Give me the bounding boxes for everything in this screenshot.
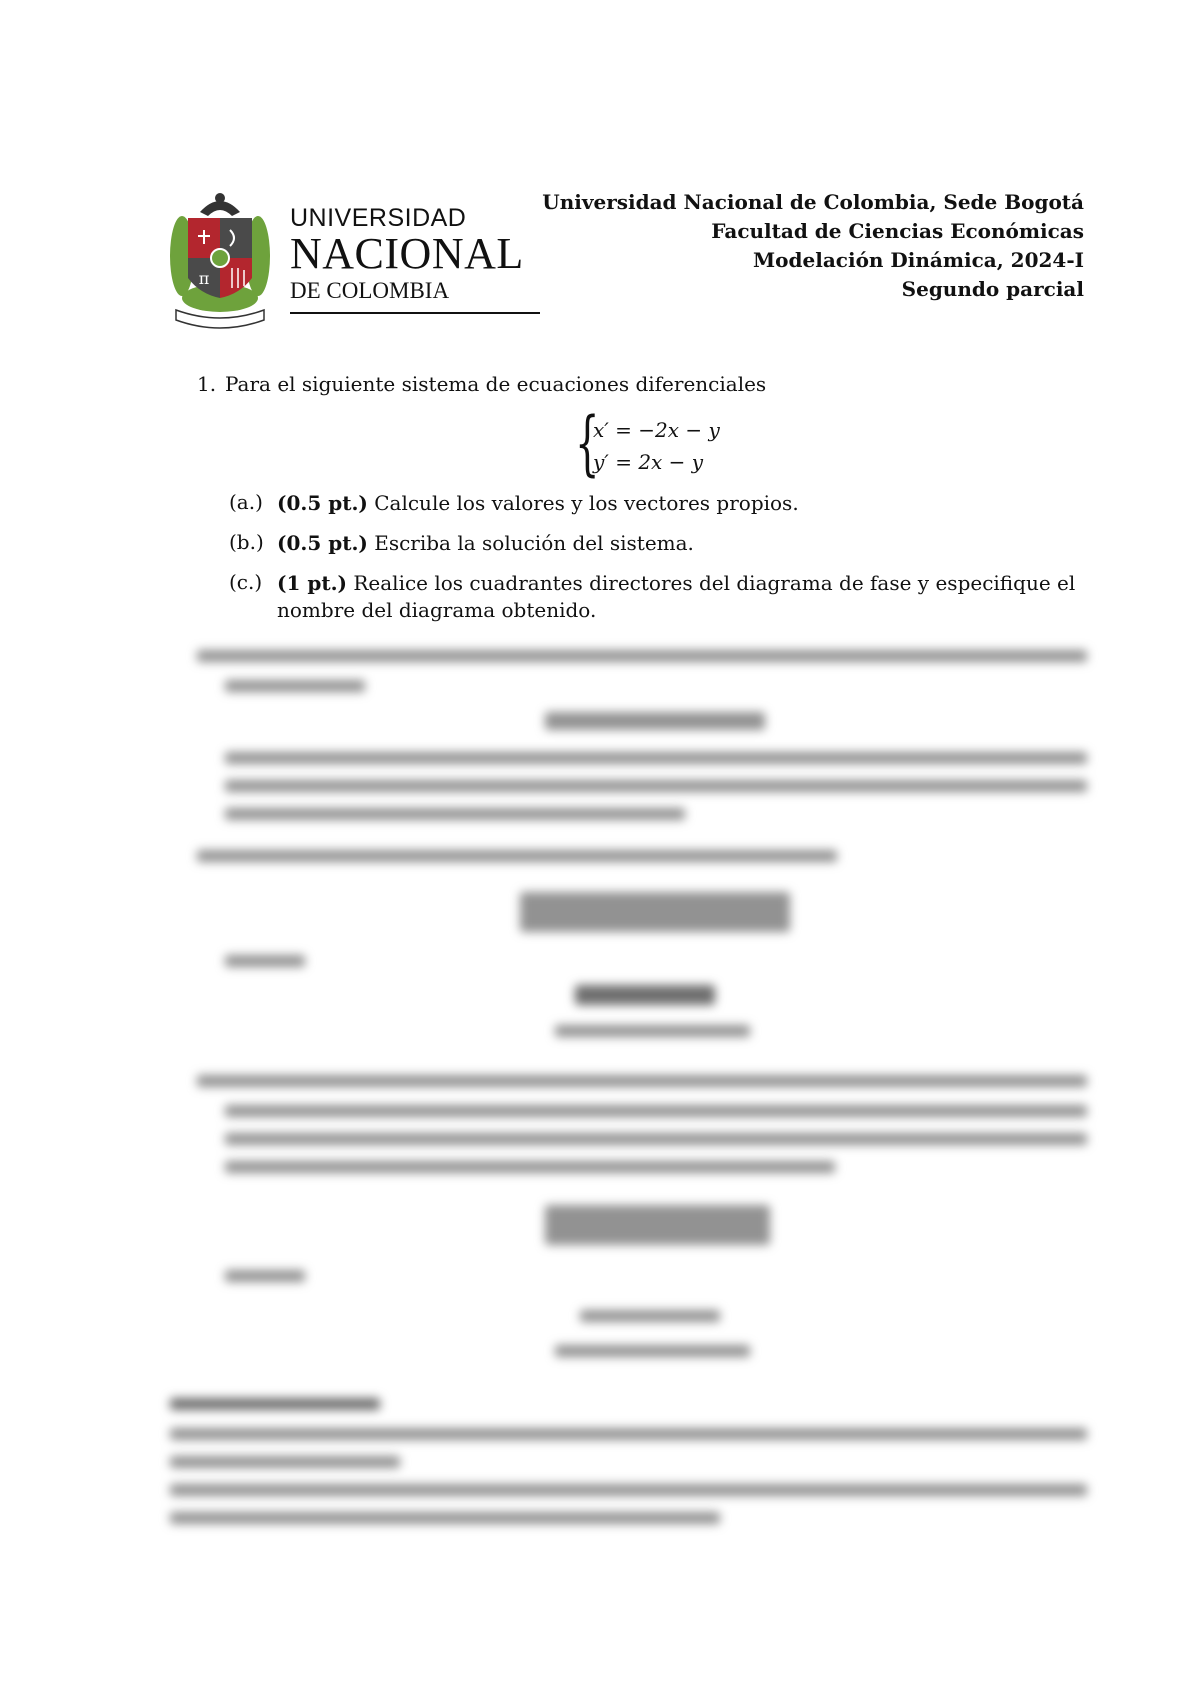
subquestion-body (277, 490, 1087, 517)
redacted-line (225, 1133, 1087, 1145)
subquestion-label: (a.) (229, 490, 263, 514)
redacted-line (225, 1270, 305, 1282)
equation-system (575, 402, 775, 484)
course-name: Modelación Dinámica, 2024-I (753, 248, 1084, 272)
logo-line-nacional: NACIONAL (290, 229, 524, 278)
redacted-formula (545, 1205, 770, 1245)
redacted-line (197, 850, 837, 862)
left-brace: { (575, 402, 600, 484)
points: (1 pt.) (277, 571, 347, 595)
redacted-line (225, 808, 685, 820)
subquestion-body (277, 530, 1087, 557)
redacted-line (170, 1428, 1087, 1440)
points: (0.5 pt.) (277, 531, 368, 555)
subquestion-text: Escriba la solución del sistema. (367, 531, 694, 555)
redacted-line (225, 1105, 1087, 1117)
redacted-formula (580, 1310, 720, 1322)
subquestion-body (277, 570, 1087, 624)
redacted-line (170, 1456, 400, 1468)
equation-y: y′ = 2x − y (593, 450, 704, 474)
points: (0.5 pt.) (277, 491, 368, 515)
subquestion-text: Realice los cuadrantes directores del diagrama de fase y especifique el nombre del diagrama obtenido. (277, 571, 1076, 622)
redacted-formula (520, 892, 790, 932)
logo-line-universidad: UNIVERSIDAD (290, 204, 467, 232)
redacted-heading (170, 1398, 380, 1410)
redacted-line (225, 680, 365, 692)
institution-name: Universidad Nacional de Colombia, Sede Bogotá (542, 190, 1084, 214)
redacted-formula (555, 1025, 750, 1037)
logo-line-colombia: DE COLOMBIA (290, 278, 450, 303)
redacted-line (197, 650, 1087, 662)
exam-title: Segundo parcial (901, 277, 1084, 301)
redacted-line (197, 1075, 1087, 1087)
subquestion-label: (c.) (229, 570, 263, 594)
redacted-line (225, 780, 1087, 792)
logo-underline (290, 312, 540, 314)
university-logo (170, 186, 540, 334)
redacted-line (170, 1512, 720, 1524)
subquestion-text: Calcule los valores y los vectores propios. (367, 491, 799, 515)
logo-wordmark (290, 204, 524, 306)
redacted-line (225, 955, 305, 967)
svg-text:π: π (198, 269, 210, 288)
redacted-line (225, 752, 1087, 764)
redacted-formula (545, 712, 765, 730)
redacted-line (225, 1161, 835, 1173)
question-number: 1. (197, 372, 217, 396)
equation-x: x′ = −2x − y (593, 418, 720, 442)
redacted-line (170, 1484, 1087, 1496)
faculty-name: Facultad de Ciencias Económicas (711, 219, 1084, 243)
question-text: Para el siguiente sistema de ecuaciones diferenciales (225, 372, 767, 396)
subquestion-label: (b.) (229, 530, 264, 554)
redacted-formula (575, 985, 715, 1005)
redacted-formula (555, 1345, 750, 1357)
institution-heading (542, 188, 1084, 304)
shield-icon (170, 186, 270, 334)
